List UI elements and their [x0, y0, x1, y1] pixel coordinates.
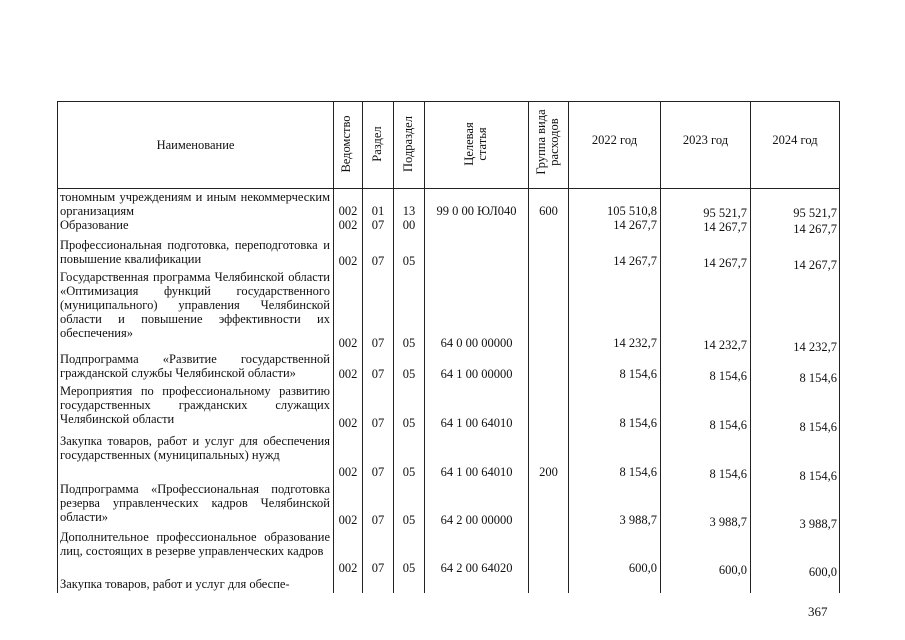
- row-2022: 3 988,7: [619, 513, 657, 527]
- header-celevaya-line1: Целевая: [462, 122, 476, 166]
- row-pod: 00: [402, 218, 416, 232]
- row-2024: 3 988,7: [799, 517, 837, 531]
- row-raz: 07: [371, 218, 385, 232]
- row-name: Образование: [60, 218, 129, 232]
- row-2023: 3 988,7: [709, 515, 747, 529]
- row-raz: 01: [371, 204, 385, 218]
- row-raz: 07: [371, 336, 385, 350]
- row-2022: 8 154,6: [619, 416, 657, 430]
- row-pod: 05: [402, 416, 416, 430]
- row-2022: 8 154,6: [619, 367, 657, 381]
- row-cs: 64 1 00 00000: [440, 367, 513, 381]
- header-2022: 2022 год: [591, 132, 638, 147]
- row-raz: 07: [371, 254, 385, 268]
- header-gruppa-vida: [535, 104, 561, 180]
- header-2023: 2023 год: [682, 132, 729, 147]
- row-pod: 05: [402, 254, 416, 268]
- header-razdel: Раздел: [370, 126, 384, 162]
- row-2022: 14 267,7: [613, 254, 657, 268]
- header-bottom-border: [57, 188, 840, 189]
- header-2024: 2024 год: [772, 132, 818, 147]
- row-2024: 95 521,7: [793, 206, 837, 220]
- row-2023: 14 267,7: [703, 220, 747, 234]
- row-name: Подпрограмма «Развитие государственной гражданской службы Челябинской области»: [60, 352, 330, 380]
- row-raz: 07: [371, 465, 385, 479]
- row-2024: 14 267,7: [793, 222, 837, 236]
- row-2023: 600,0: [718, 563, 747, 577]
- row-2022: 8 154,6: [619, 465, 657, 479]
- row-raz: 07: [371, 513, 385, 527]
- row-pod: 13: [402, 204, 416, 218]
- row-2024: 600,0: [808, 565, 837, 579]
- header-podrazdel: Подраздел: [401, 116, 415, 172]
- row-2024: 14 232,7: [793, 340, 837, 354]
- row-2023: 95 521,7: [703, 206, 747, 220]
- row-name: Государственная программа Челябинской области «Оптимизация функций государственного (муниципального) управления Челябинской области и повышение эффективности их обеспечения»: [60, 270, 330, 340]
- row-cs: 64 0 00 00000: [440, 336, 513, 350]
- row-ved: 002: [338, 254, 358, 268]
- row-raz: 07: [371, 367, 385, 381]
- row-2022: 14 232,7: [613, 336, 657, 350]
- row-2023: 8 154,6: [709, 369, 747, 383]
- row-2024: 8 154,6: [799, 420, 837, 434]
- row-2023: 8 154,6: [709, 467, 747, 481]
- row-2024: 8 154,6: [799, 371, 837, 385]
- row-2024: 8 154,6: [799, 469, 837, 483]
- col-border-right: [839, 101, 840, 593]
- row-ved: 002: [338, 336, 358, 350]
- row-pod: 05: [402, 465, 416, 479]
- row-name: Закупка товаров, работ и услуг для обеспе-: [60, 577, 290, 591]
- header-gruppa-line2: расходов: [547, 118, 561, 166]
- row-ved: 002: [338, 218, 358, 232]
- header-celevaya-line2: статья: [475, 127, 489, 161]
- header-vedomstvo: Ведомство: [339, 115, 353, 173]
- row-name: тономным учреждениям и иным некоммерческим организациям: [60, 190, 330, 218]
- row-ved: 002: [338, 416, 358, 430]
- row-cs: 64 1 00 64010: [440, 465, 513, 479]
- page-number: 367: [808, 604, 828, 619]
- row-2023: 14 232,7: [703, 338, 747, 352]
- row-pod: 05: [402, 513, 416, 527]
- header-name: Наименование: [156, 137, 235, 152]
- row-name: Подпрограмма «Профессиональная подготовка резерва управленческих кадров Челябинской области»: [60, 482, 330, 524]
- row-ved: 002: [338, 204, 358, 218]
- col-border-cs: [528, 101, 529, 593]
- row-cs: 64 1 00 64010: [440, 416, 513, 430]
- row-name: Закупка товаров, работ и услуг для обеспечения государственных (муниципальных) нужд: [60, 434, 330, 462]
- row-ved: 002: [338, 561, 358, 575]
- row-name: Дополнительное профессиональное образование лиц, состоящих в резерве управленческих кадров: [60, 530, 330, 558]
- row-pod: 05: [402, 367, 416, 381]
- row-2023: 8 154,6: [709, 418, 747, 432]
- row-ved: 002: [338, 465, 358, 479]
- row-cs: 64 2 00 64020: [440, 561, 513, 575]
- row-vr: 600: [539, 204, 558, 218]
- row-raz: 07: [371, 416, 385, 430]
- row-cs: 64 2 00 00000: [440, 513, 513, 527]
- row-ved: 002: [338, 513, 358, 527]
- header-celevaya-statya: [463, 108, 489, 180]
- row-2023: 14 267,7: [703, 256, 747, 270]
- row-2024: 14 267,7: [793, 258, 837, 272]
- row-name: Мероприятия по профессиональному развитию государственных гражданских служащих Челябинской области: [60, 384, 330, 426]
- row-raz: 07: [371, 561, 385, 575]
- row-name: Профессиональная подготовка, переподготовка и повышение квалификации: [60, 238, 330, 266]
- row-2022: 14 267,7: [613, 218, 657, 232]
- row-ved: 002: [338, 367, 358, 381]
- row-2022: 600,0: [628, 561, 657, 575]
- row-pod: 05: [402, 561, 416, 575]
- row-cs: 99 0 00 ЮЛ040: [436, 204, 517, 218]
- row-vr: 200: [539, 465, 558, 479]
- header-gruppa-line1: Группа вида: [534, 109, 548, 175]
- row-pod: 05: [402, 336, 416, 350]
- row-2022: 105 510,8: [607, 204, 657, 218]
